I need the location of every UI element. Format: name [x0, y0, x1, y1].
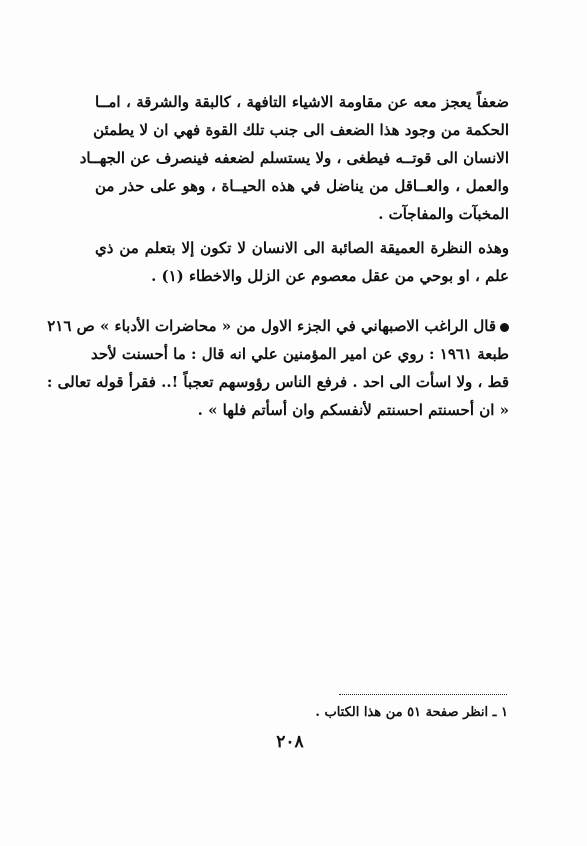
footnote-divider: [339, 694, 507, 695]
footnote: ١ ـ انظر صفحة ٥١ من هذا الكتاب .: [315, 705, 508, 720]
text-line: [47, 312, 509, 340]
body-paragraph-2: [95, 234, 509, 290]
text-line: الانسان الى قوتــه فيطغى ، ولا يستسلم لضعفه فينصرف عن الجهــاد: [79, 149, 509, 167]
text-line: الحكمة من وجود هذا الضعف الى جنب تلك القوة فهي ان لا يطمئن: [93, 121, 509, 139]
bullet-icon: [500, 323, 509, 332]
text-line: والعمل ، والعــاقل من يناضل في هذه الحيــاة ، وهو على حذر من: [95, 177, 509, 195]
text-line: علم ، او بوحي من عقل معصوم عن الزلل والاخطاء (١) .: [151, 267, 509, 285]
quoted-note: [46, 312, 509, 424]
text-line: المخبآت والمفاجآت .: [378, 205, 509, 223]
text-line: « ان أحسنتم احسنتم لأنفسكم وان أسأتم فلها » .: [197, 401, 509, 419]
page-number: ٢٠٨: [276, 732, 304, 752]
text-line: طبعة ١٩٦١ : روي عن امير المؤمنين علي انه قال : ما أحسنت لأحد: [90, 345, 509, 363]
body-paragraph-1: [79, 88, 509, 228]
text-line: ضعفاً يعجز معه عن مقاومة الاشياء التافهة ، كالبقة والشرقة ، امــا: [95, 93, 509, 111]
text-line: وهذه النظرة العميقة الصائبة الى الانسان لا تكون إلا بتعلم من ذي: [95, 239, 509, 257]
note-first-line: قال الراغب الاصبهاني في الجزء الاول من « محاضرات الأدباء » ص ٢١٦: [47, 317, 496, 335]
text-line: قط ، ولا اسأت الى احد . فرفع الناس رؤوسهم تعجباً !.. فقرأ قوله تعالى :: [46, 373, 509, 391]
